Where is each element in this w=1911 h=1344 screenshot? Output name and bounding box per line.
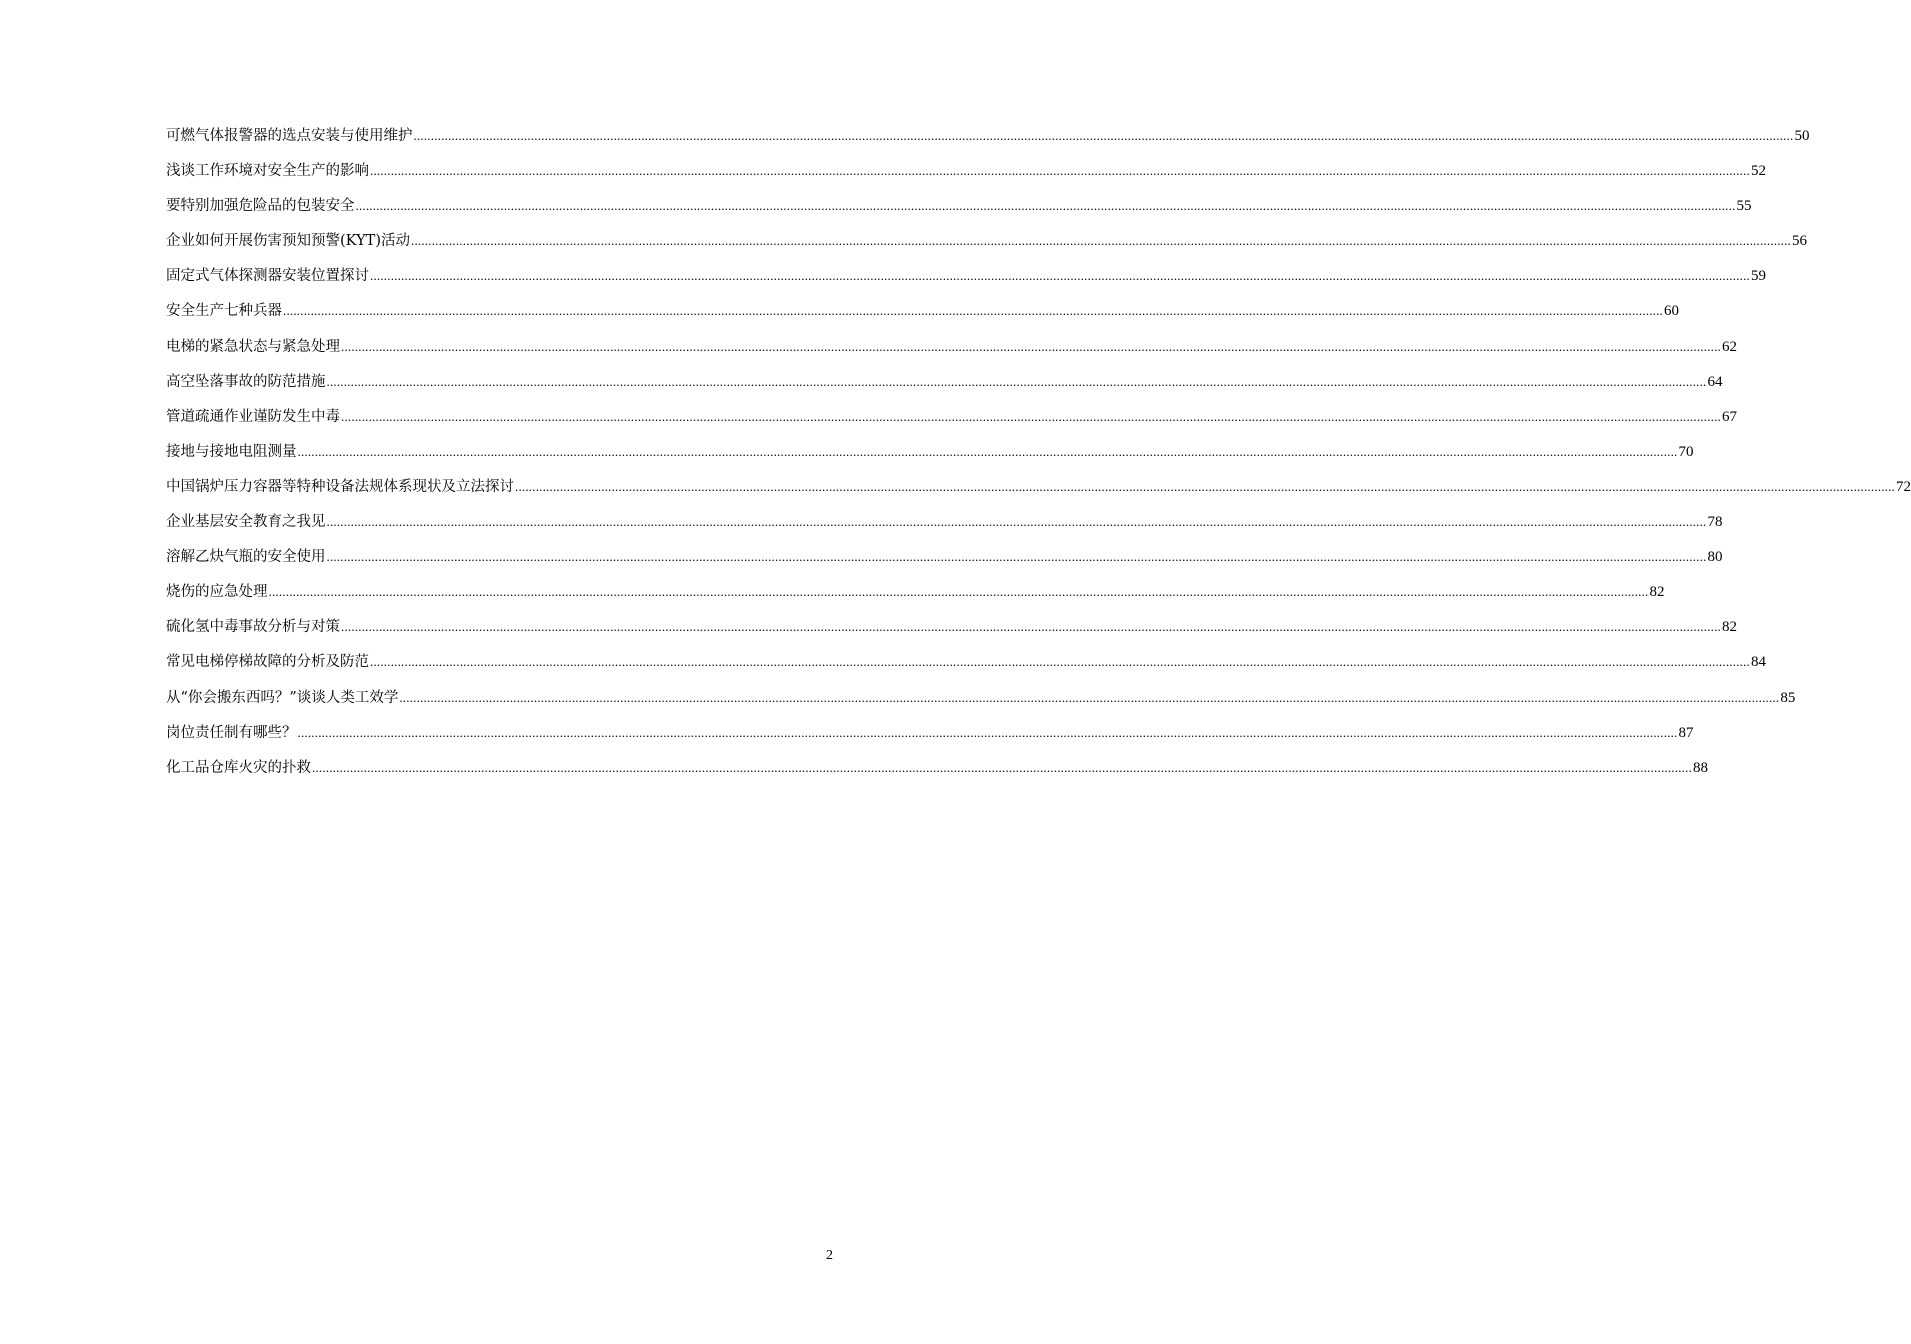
toc-entry-title: 常见电梯停梯故障的分析及防范 [166,654,369,671]
toc-entry[interactable] [166,722,1694,757]
toc-dot-leader: ................................................................................................................................................................................................................................................................................................................................................................................................................ [341,619,1721,635]
toc-entry[interactable] [166,441,1694,476]
toc-dot-leader: ................................................................................................................................................................................................................................................................................................................................................................................................................ [297,443,1678,459]
toc-entry-page: 70 [1678,443,1694,460]
table-of-contents [166,125,1911,792]
toc-entry-page: 84 [1751,654,1766,671]
toc-dot-leader: ................................................................................................................................................................................................................................................................................................................................................................................................................ [370,268,1750,284]
toc-entry-title: 硫化氢中毒事故分析与对策 [166,619,340,636]
toc-entry-page: 62 [1722,338,1737,355]
toc-entry-title: 固定式气体探测器安装位置探讨 [166,268,369,285]
toc-entry-page: 50 [1794,128,1810,144]
toc-dot-leader: ................................................................................................................................................................................................................................................................................................................................................................................................................ [355,198,1736,214]
toc-entry[interactable] [166,406,1737,441]
toc-entry[interactable] [166,265,1766,300]
toc-entry-page: 64 [1707,373,1723,390]
toc-dot-leader: ................................................................................................................................................................................................................................................................................................................................................................................................................ [283,303,1663,319]
toc-entry-page: 80 [1707,549,1723,566]
toc-dot-leader: ................................................................................................................................................................................................................................................................................................................................................................................................................ [411,233,1791,249]
toc-entry-title: 烧伤的应急处理 [166,584,268,601]
page-number: 2 [826,1248,833,1263]
toc-entry-page: 78 [1707,514,1723,531]
toc-entry[interactable] [166,511,1723,546]
toc-dot-leader: ................................................................................................................................................................................................................................................................................................................................................................................................................ [326,549,1707,565]
toc-entry-title: 企业基层安全教育之我见 [166,514,326,531]
toc-entry[interactable] [166,687,1796,722]
toc-entry-page: 88 [1693,759,1708,776]
toc-entry[interactable] [166,757,1708,792]
toc-entry-page: 60 [1664,303,1679,320]
toc-entry-page: 82 [1649,584,1665,601]
toc-dot-leader: ................................................................................................................................................................................................................................................................................................................................................................................................................ [268,584,1649,600]
toc-entry-title: 要特别加强危险品的包装安全 [166,198,355,215]
toc-entry-title: 溶解乙炔气瓶的安全使用 [166,549,326,566]
toc-entry[interactable] [166,125,1810,160]
toc-entry-title: 岗位责任制有哪些？ [166,724,297,741]
toc-entry[interactable] [166,160,1766,195]
toc-entry[interactable] [166,616,1737,651]
toc-entry-page: 56 [1792,233,1807,250]
toc-entry[interactable] [166,300,1679,335]
toc-entry-page: 55 [1736,198,1752,215]
toc-entry-page: 82 [1722,619,1737,636]
toc-entry[interactable] [166,651,1766,686]
toc-entry-title: 高空坠落事故的防范措施 [166,373,326,390]
toc-dot-leader: ................................................................................................................................................................................................................................................................................................................................................................................................................ [370,163,1750,179]
toc-entry-page: 87 [1678,724,1694,741]
toc-entry-title: 可燃气体报警器的选点安装与使用维护 [166,128,413,144]
toc-entry-page: 85 [1780,689,1796,706]
toc-entry-page: 52 [1751,163,1766,180]
toc-entry-title: 管道疏通作业谨防发生中毒 [166,408,340,425]
toc-entry-page: 67 [1722,408,1737,425]
toc-dot-leader: ................................................................................................................................................................................................................................................................................................................................................................................................................ [312,759,1692,775]
toc-entry[interactable] [166,476,1911,511]
toc-entry-page: 72 [1896,478,1911,495]
toc-entry-title: 从“你会搬东西吗？”谈谈人类工效学 [166,689,399,706]
toc-dot-leader: ................................................................................................................................................................................................................................................................................................................................................................................................................ [413,128,1794,143]
toc-entry-title: 化工品仓库火灾的扑救 [166,759,311,776]
toc-entry-page: 59 [1751,268,1766,285]
toc-entry-title: 接地与接地电阻测量 [166,443,297,460]
toc-entry-title: 电梯的紧急状态与紧急处理 [166,338,340,355]
toc-dot-leader: ................................................................................................................................................................................................................................................................................................................................................................................................................ [326,373,1707,389]
toc-dot-leader: ................................................................................................................................................................................................................................................................................................................................................................................................................ [341,338,1721,354]
toc-dot-leader: ................................................................................................................................................................................................................................................................................................................................................................................................................ [370,654,1750,670]
toc-entry[interactable] [166,581,1665,616]
toc-entry-title: 中国锅炉压力容器等特种设备法规体系现状及立法探讨 [166,478,514,495]
toc-dot-leader: ................................................................................................................................................................................................................................................................................................................................................................................................................ [399,689,1780,705]
toc-entry[interactable] [166,336,1737,371]
toc-entry[interactable] [166,195,1752,230]
toc-entry[interactable] [166,230,1807,265]
toc-entry-title: 企业如何开展伤害预知预警(KYT)活动 [166,233,410,250]
toc-entry[interactable] [166,546,1723,581]
toc-dot-leader: ................................................................................................................................................................................................................................................................................................................................................................................................................ [515,478,1895,494]
toc-entry-title: 浅谈工作环境对安全生产的影响 [166,163,369,180]
toc-entry-title: 安全生产七种兵器 [166,303,282,320]
toc-dot-leader: ................................................................................................................................................................................................................................................................................................................................................................................................................ [297,724,1678,740]
toc-entry[interactable] [166,371,1723,406]
toc-dot-leader: ................................................................................................................................................................................................................................................................................................................................................................................................................ [326,514,1707,530]
toc-dot-leader: ................................................................................................................................................................................................................................................................................................................................................................................................................ [341,408,1721,424]
